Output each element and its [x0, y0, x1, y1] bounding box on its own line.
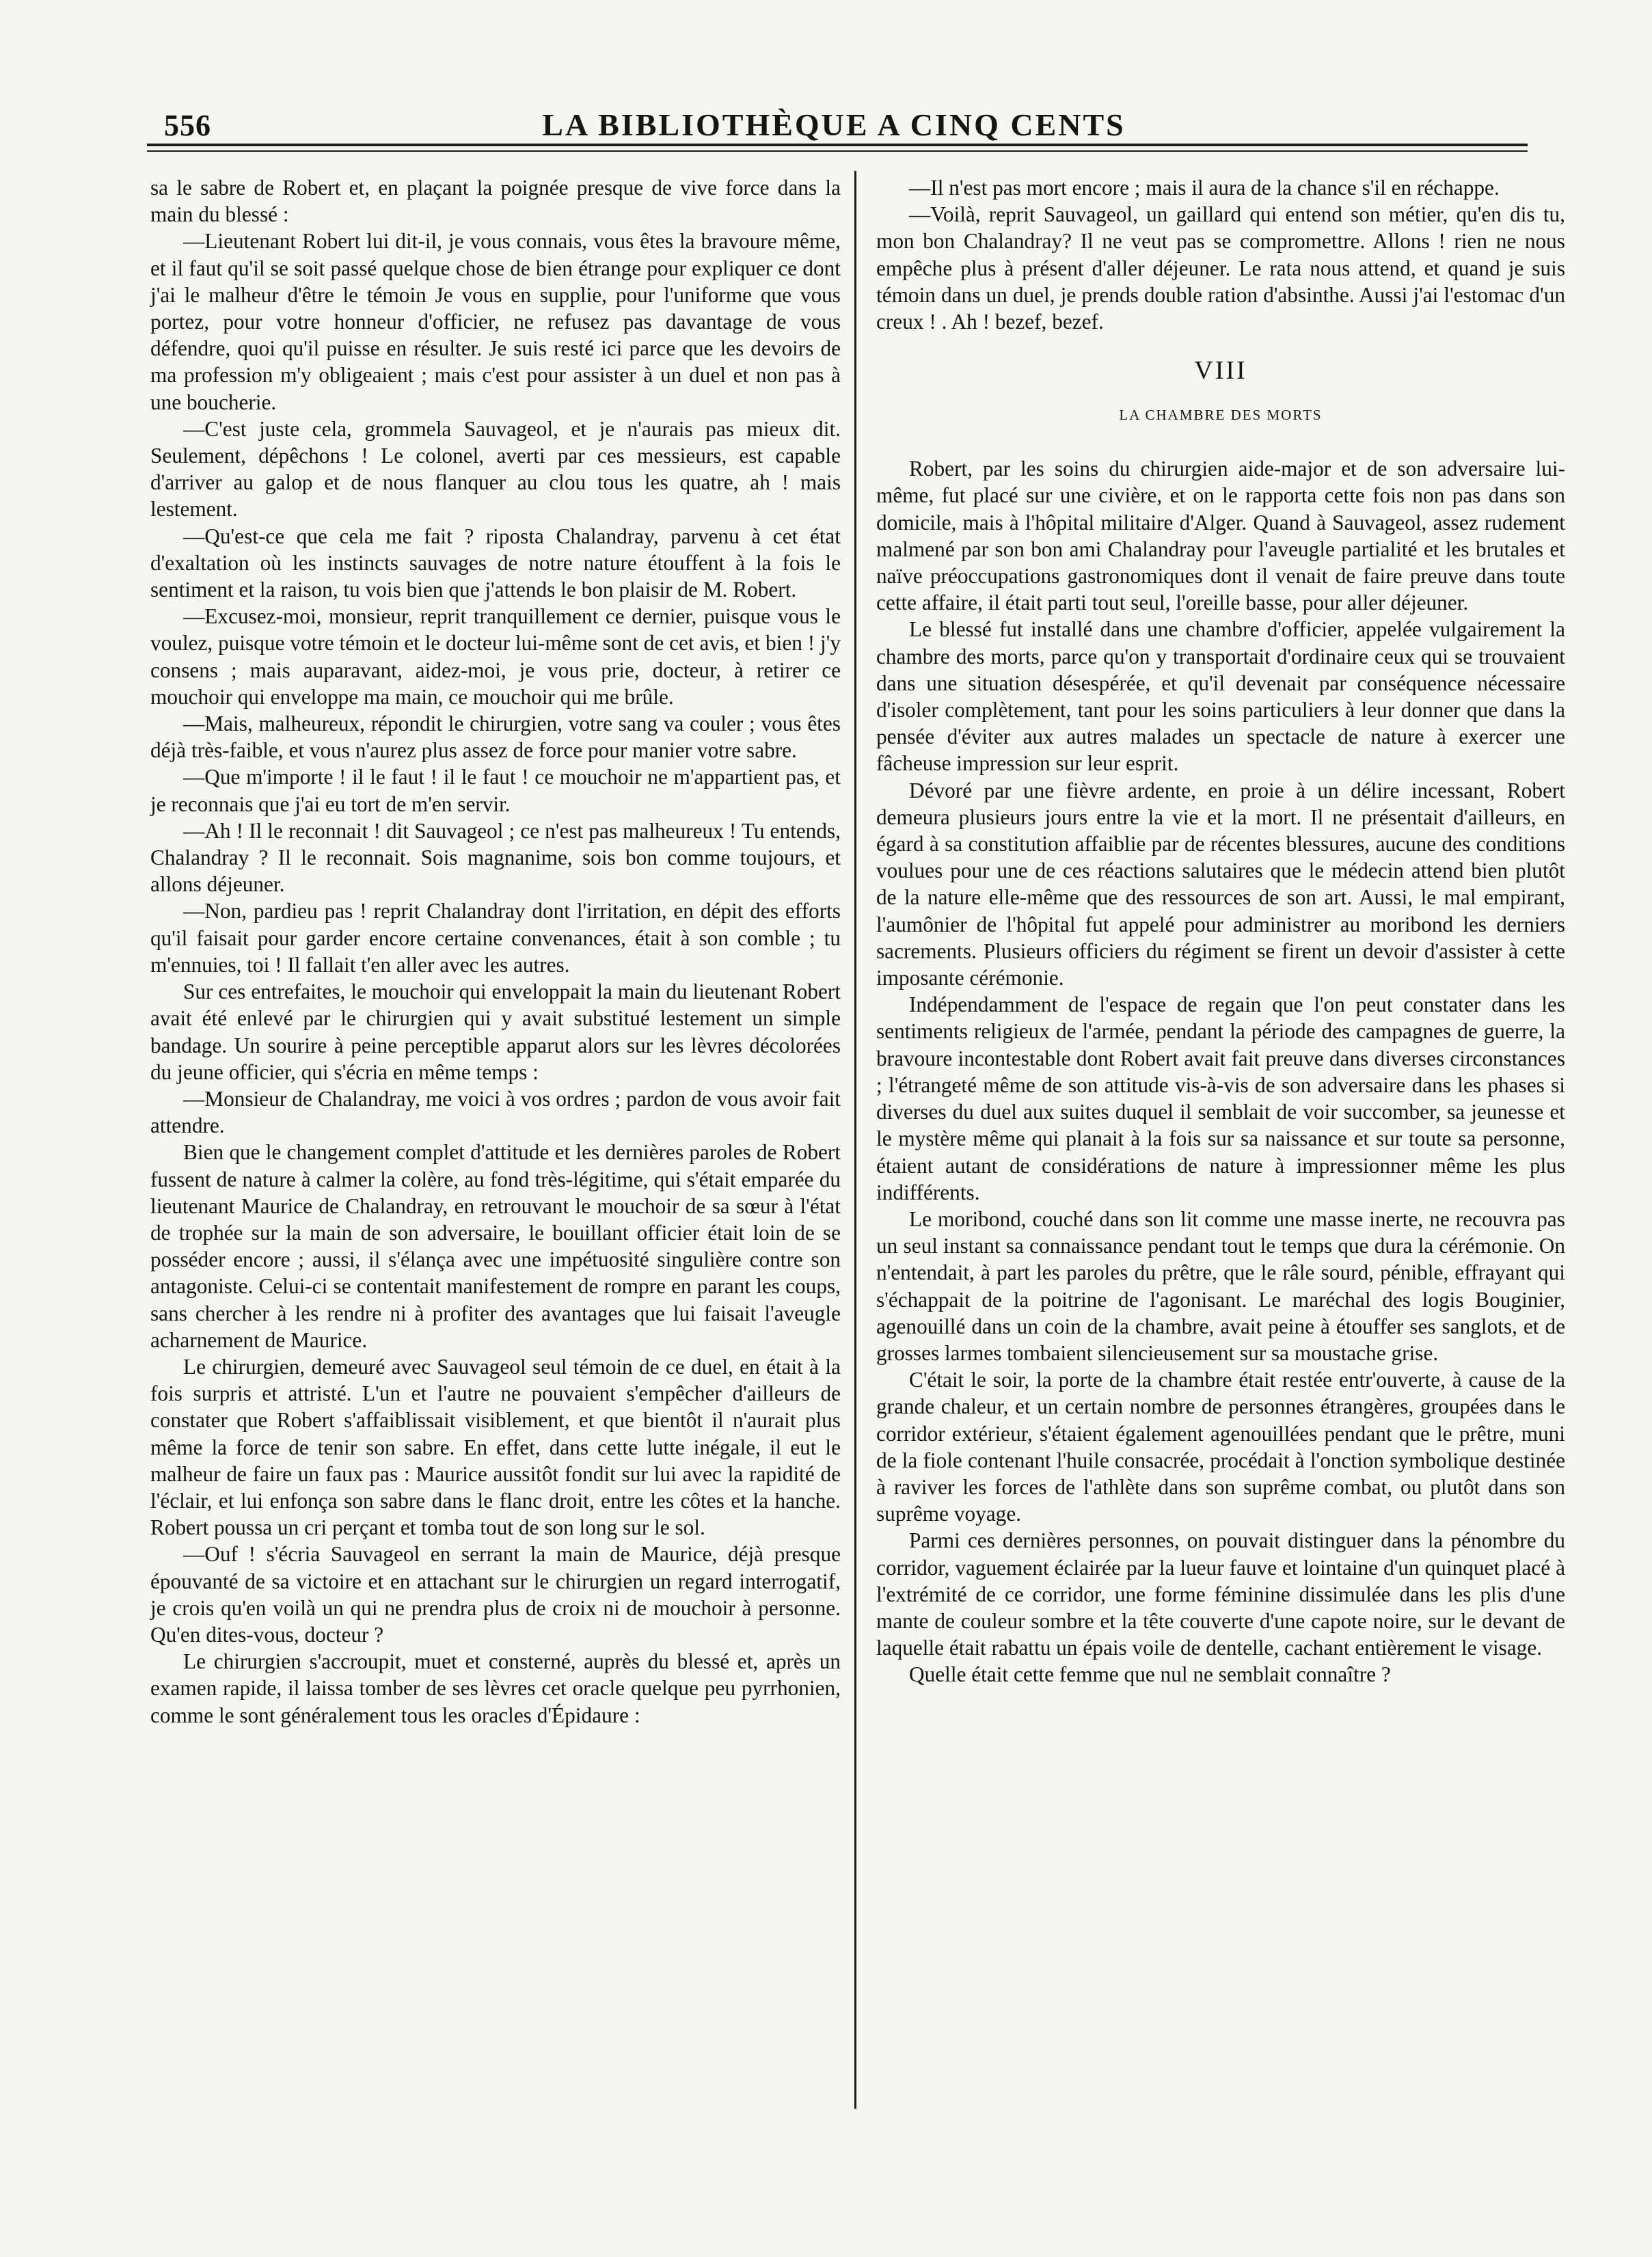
chapter-number: VIII	[1194, 356, 1247, 386]
paragraph: Le blessé fut installé dans une chambre d'officier, appelée vulgairement la chambre des morts, parce qu'on y transportait d'ordinaire ceux qui se trouvaient dans une situation désespérée, et qu'il devenait par conséquence nécessaire d'isoler complètement, tant pour les soins particuliers à leur donner que dans la pensée d'éviter aux autres malades un spectacle de nature à exercer une fâcheuse impression sur leur esprit.	[876, 617, 1565, 776]
paragraph: —Mais, malheureux, répondit le chirurgien, votre sang va couler ; vous êtes déjà très-faible, et vous n'aurez plus assez de force pour manier votre sabre.	[150, 712, 841, 763]
page-header	[137, 103, 1531, 146]
paragraph: Robert, par les soins du chirurgien aide-major et de son adversaire lui-même, fut placé sur une civière, et on le rapporta cette fois non pas dans son domicile, mais à l'hôpital militaire d'Alger. Quand à Sauvageol, assez rudement malmené par son bon ami Chalandray pour l'aveugle partialité et les brutales et naïve préoccupations gastronomiques dont il venait de faire preuve dans toute cette affaire, il était parti tout seul, l'oreille basse, pour aller déjeuner.	[876, 457, 1565, 615]
paragraph: —Que m'importe ! il le faut ! il le faut ! ce mouchoir ne m'appartient pas, et je reconnais que j'ai eu tort de m'en servir.	[150, 765, 841, 816]
paragraph: —Excusez-moi, monsieur, reprit tranquillement ce dernier, puisque vous le voulez, puisque votre témoin et le docteur lui-même sont de cet avis, et bien ! j'y consens ; mais auparavant, aidez-moi, je vous prie, docteur, à retirer ce mouchoir qui enveloppe ma main, ce mouchoir qui me brûle.	[150, 604, 841, 709]
left-column	[150, 174, 841, 1729]
paragraph: —Ah ! Il le reconnait ! dit Sauvageol ; ce n'est pas malheureux ! Tu entends, Chalandray ? Il le reconnait. Sois magnanime, sois bon comme toujours, et allons déjeuner.	[150, 818, 841, 897]
paragraph: Parmi ces dernières personnes, on pouvait distinguer dans la pénombre du corridor, vaguement éclairée par la lueur fauve et lointaine d'un quinquet placé à l'extrémité de ce corridor, une forme féminine dissimulée dans les plis d'une mante de couleur sombre et la tête couverte d'une capote noire, sur le devant de laquelle était rabattu un épais voile de dentelle, cachant entièrement le visage.	[876, 1528, 1565, 1660]
paragraph: Dévoré par une fièvre ardente, en proie à un délire incessant, Robert demeura plusieurs jours entre la vie et la mort. Il ne présentait d'ailleurs, en égard à sa constitution affaiblie par de récentes blessures, aucune des conditions voulues pour une de ces réactions salutaires que le médecin attend bien plutôt de la nature elle-même que des ressources de son art. Aussi, le mal empirant, l'aumônier de l'hôpital fut appelé pour administrer au moribond les derniers sacrements. Plusieurs officiers du régiment se firent un devoir d'assister à cette imposante cérémonie.	[876, 778, 1565, 990]
paragraph: —Non, pardieu pas ! reprit Chalandray dont l'irritation, en dépit des efforts qu'il faisait pour garder encore certaine convenances, était à son comble ; tu m'ennuies, toi ! Il fallait t'en aller avec les autres.	[150, 899, 841, 977]
paragraph: sa le sabre de Robert et, en plaçant la poignée presque de vive force dans la main du blessé :	[150, 176, 841, 227]
page-number: 556	[164, 109, 211, 142]
chapter-title: LA CHAMBRE DES MORTS	[1119, 407, 1323, 424]
paragraph: Le chirurgien s'accroupit, muet et consterné, auprès du blessé et, après un examen rapide, il laissa tomber de ses lèvres cet oracle quelque peu pyrrhonien, comme le sont généralement tous les oracles d'Épidaure :	[150, 1649, 841, 1727]
paragraph: —Monsieur de Chalandray, me voici à vos ordres ; pardon de vous avoir fait attendre.	[150, 1086, 841, 1138]
paragraph: Bien que le changement complet d'attitude et les dernières paroles de Robert fussent de nature à calmer la colère, au fond très-légitime, qui s'était emparée du lieutenant Maurice de Chalandray, en retrouvant le mouchoir de sa sœur à l'état de trophée sur la main de son adversaire, le bouillant officier était loin de se posséder encore ; aussi, il s'élança avec une impétuosité singulière contre son antagoniste. Celui-ci se contentait manifestement de rompre en parant les coups, sans chercher à les rendre ni à profiter des avantages que lui faisait l'aveugle acharnement de Maurice.	[150, 1140, 841, 1352]
paragraph: —Voilà, reprit Sauvageol, un gaillard qui entend son métier, qu'en dis tu, mon bon Chalandray? Il ne veut pas se compromettre. Allons ! rien ne nous empêche plus à présent d'aller déjeuner. Le rata nous attend, et quand je suis témoin dans un duel, je prends double ration d'absinthe. Aussi j'ai l'estomac d'un creux ! . Ah ! bezef, bezef.	[876, 202, 1565, 334]
paragraph: Le moribond, couché dans son lit comme une masse inerte, ne recouvra pas un seul instant sa connaissance pendant tout le temps que dura la cérémonie. On n'entendait, à part les paroles du prêtre, que le râle sourd, pénible, effrayant qui s'échappait de la poitrine de l'agonisant. Le maréchal des logis Bouginier, agenouillé dans un coin de la chambre, avait peine à étouffer ses sanglots, et de grosses larmes tombaient silencieusement sur sa moustache grise.	[876, 1206, 1565, 1365]
header-rule-thin	[147, 150, 1528, 152]
paragraph: C'était le soir, la porte de la chambre était restée entr'ouverte, à cause de la grande chaleur, et un certain nombre de personnes étrangères, groupées dans le corridor extérieur, s'étaient également agenouillées pendant que le prêtre, muni de la fiole contenant l'huile consacrée, procédait à l'onction symbolique destinée à raviver les forces de l'athlète dans son suprême combat, ou plutôt dans son suprême voyage.	[876, 1368, 1565, 1526]
header-rule-thick	[147, 144, 1528, 146]
paragraph: Le chirurgien, demeuré avec Sauvageol seul témoin de ce duel, en était à la fois surpris et attristé. L'un et l'autre ne pouvaient s'empêcher d'ailleurs de constater que Robert s'affaiblissait visiblement, et que bientôt il n'aurait plus même la force de tenir son sabre. En effet, dans cette lutte inégale, il eut le malheur de faire un faux pas : Maurice aussitôt fondit sur lui avec la rapidité de l'éclair, et lui enfonça son sabre dans le flanc droit, entre les côtes et la hanche. Robert poussa un cri perçant et tomba tout de son long sur le sol.	[150, 1354, 841, 1540]
paragraph: Indépendamment de l'espace de regain que l'on peut constater dans les sentiments religieux de l'armée, pendant la période des campagnes de guerre, la bravoure incontestable dont Robert avait fait preuve dans diverses circonstances ; l'étrangeté même de son attitude vis-à-vis de son adversaire dans les phases si diverses du duel aux suites duquel il semblait de voir succomber, sa jeunesse et le mystère même qui planait à la fois sur sa naissance et sur toute sa personne, étaient autant de considérations de nature à impressionner même les plus indifférents.	[876, 992, 1565, 1204]
paragraph: —Ouf ! s'écria Sauvageol en serrant la main de Maurice, déjà presque épouvanté de sa victoire et en attachant sur le chirurgien un regard interrogatif, je crois qu'en voilà un qui ne prendra plus de croix ni de mouchoir à personne. Qu'en dites-vous, docteur ?	[150, 1542, 841, 1647]
publication-title: LA BIBLIOTHÈQUE A CINQ CENTS	[542, 107, 1126, 142]
paragraph: Quelle était cette femme que nul ne semblait connaître ?	[909, 1662, 1391, 1687]
paragraph: —C'est juste cela, grommela Sauvageol, et je n'aurais pas mieux dit. Seulement, dépêchons ! Le colonel, averti par ces messieurs, est capable d'arriver au galop et de nous flanquer au clou tous les quatre, ah ! mais lestement.	[150, 416, 841, 522]
column-divider	[854, 171, 856, 2109]
paragraph: —Qu'est-ce que cela me fait ? riposta Chalandray, parvenu à cet état d'exaltation où les instincts sauvages de notre nature étouffent à la fois le sentiment et la raison, tu vois bien que j'attends le bon plaisir de M. Robert.	[150, 524, 841, 602]
paragraph: Sur ces entrefaites, le mouchoir qui enveloppait la main du lieutenant Robert avait été enlevé par le chirurgien qui y avait substitué lestement un simple bandage. Un sourire à peine perceptible apparut alors sur les lèvres décolorées du jeune officier, qui s'écria en même temps :	[150, 979, 841, 1084]
paragraph: —Lieutenant Robert lui dit-il, je vous connais, vous êtes la bravoure même, et il faut qu'il se soit passé quelque chose de bien étrange pour expliquer ce dont j'ai le malheur d'être le témoin Je vous en supplie, pour l'uniforme que vous portez, pour votre honneur d'officier, ne refusez pas davantage de vous défendre, quoi qu'il puisse en résulter. Je suis resté ici parce que les devoirs de ma profession m'y obligeaient ; mais c'est pour assister à un duel et non pas à une boucherie.	[150, 229, 841, 414]
right-column	[876, 174, 1565, 1688]
paragraph: —Il n'est pas mort encore ; mais il aura de la chance s'il en réchappe.	[909, 176, 1500, 200]
